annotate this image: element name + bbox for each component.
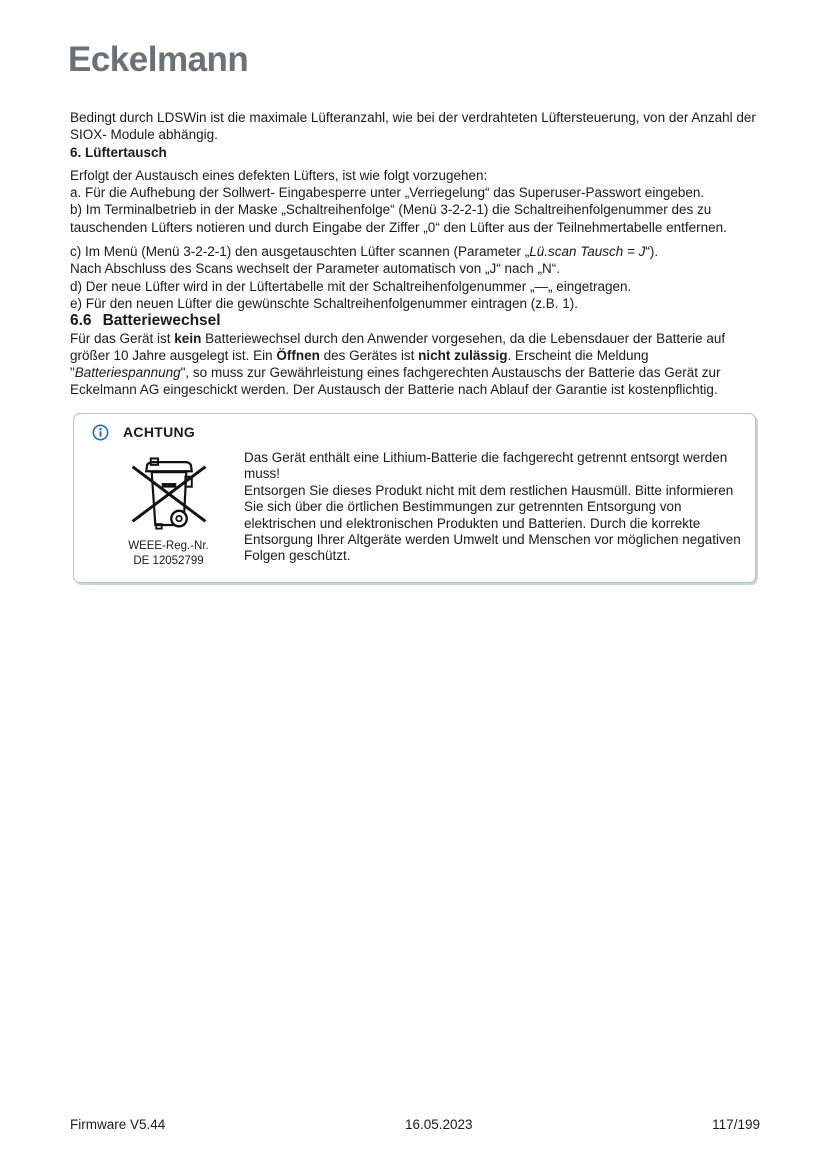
heading-text: Batteriewechsel (102, 312, 221, 330)
step-d: d) Der neue Lüfter wird in der Lüftertabelle mit der Schaltreihenfolgenummer „—„ eingetragen. (70, 278, 632, 294)
weee-caption-line1: WEEE-Reg.-Nr. (128, 540, 209, 553)
intro-paragraph: Bedingt durch LDSWin ist die maximale Lüfteranzahl, wie bei der verdrahteten Lüftersteuerung, von der Anzahl der SIOX- Module abhängig. (70, 110, 756, 143)
step-b: b) Im Terminalbetrieb in der Maske „Schaltreihenfolge“ (Menü 3-2-2-1) die Schaltreihenfolgenummer des zu tauschenden Lüfters notieren und durch Eingabe der Ziffer „0“ den Lüfter aus der Teilnehmertabelle entfernen. (70, 202, 727, 235)
batteriewechsel-heading (70, 312, 760, 329)
attention-title: ACHTUNG (123, 423, 196, 440)
page-content (70, 109, 760, 583)
step-e: e) Für den neuen Lüfter die gewünschte Schaltreihenfolgenummer eintragen (z.B. 1). (70, 295, 579, 311)
attention-text-p2: Entsorgen Sie dieses Produkt nicht mit dem restlichen Hausmüll. Bitte informieren Sie sich über die örtlichen Bestimmungen zur getrennten Entsorgung von elektrischen und elektronischen Produkten und Batterien. Durch die korrekte Entsorgung Ihrer Altgeräte werden Umwelt und Menschen vor möglichen negativen Folgen geschützt. (244, 482, 741, 564)
step-c-line2: Nach Abschluss des Scans wechselt der Parameter automatisch von „J“ nach „N“. (70, 261, 560, 277)
attention-text-p1: Das Gerät enthält eine Lithium-Batterie die fachgerecht getrennt entsorgt werden muss! (244, 450, 728, 482)
info-icon (92, 424, 109, 441)
attention-content (88, 450, 741, 568)
step-c-parameter: Lü.scan Tausch = J (529, 244, 646, 260)
weee-crossed-out-bin-icon (128, 453, 210, 535)
page-footer (70, 1117, 760, 1132)
footer-page-number: 117/199 (712, 1117, 760, 1132)
heading-number: 6.6 (70, 312, 92, 330)
lueftertausch-heading: 6. Lüftertausch (70, 144, 167, 160)
footer-firmware-version: Firmware V5.44 (70, 1117, 166, 1132)
weee-caption (106, 539, 231, 568)
battery-paragraph: Für das Gerät ist kein Batteriewechsel durch den Anwender vorgesehen, da die Lebensdauer der Batterie auf größer 10 Jahre ausgelegt ist. Ein Öffnen des Gerätes ist nicht zulässig. Erscheint die Meldung "Batteriespannung", so muss zur Gewährleistung eines fachgerechten Austauschs der Batterie das Gerät zur Eckelmann AG eingeschickt werden. Der Austausch der Batterie nach Ablauf der Garantie ist kostenpflichtig. (70, 330, 726, 398)
step-a: a. Für die Aufhebung der Sollwert- Eingabesperre unter „Verriegelung“ das Superuser-Passwort eingeben. (70, 185, 705, 201)
lueftertausch-intro-line: Erfolgt der Austausch eines defekten Lüfters, ist wie folgt vorzugehen: (70, 167, 488, 183)
footer-date: 16.05.2023 (404, 1117, 473, 1132)
weee-column (106, 450, 231, 568)
step-c (70, 243, 760, 278)
attention-box (73, 413, 756, 583)
attention-text (244, 450, 741, 568)
eckelmann-logo: Eckelmann (68, 40, 249, 79)
lueftertausch-intro-block (70, 167, 760, 202)
weee-caption-line2: DE 12052799 (133, 554, 204, 567)
step-c-line1: c) Im Menü (Menü 3-2-2-1) den ausgetauschten Lüfter scannen (Parameter „Lü.scan Tausch = J“). (70, 244, 659, 260)
attention-title-row (88, 424, 741, 441)
